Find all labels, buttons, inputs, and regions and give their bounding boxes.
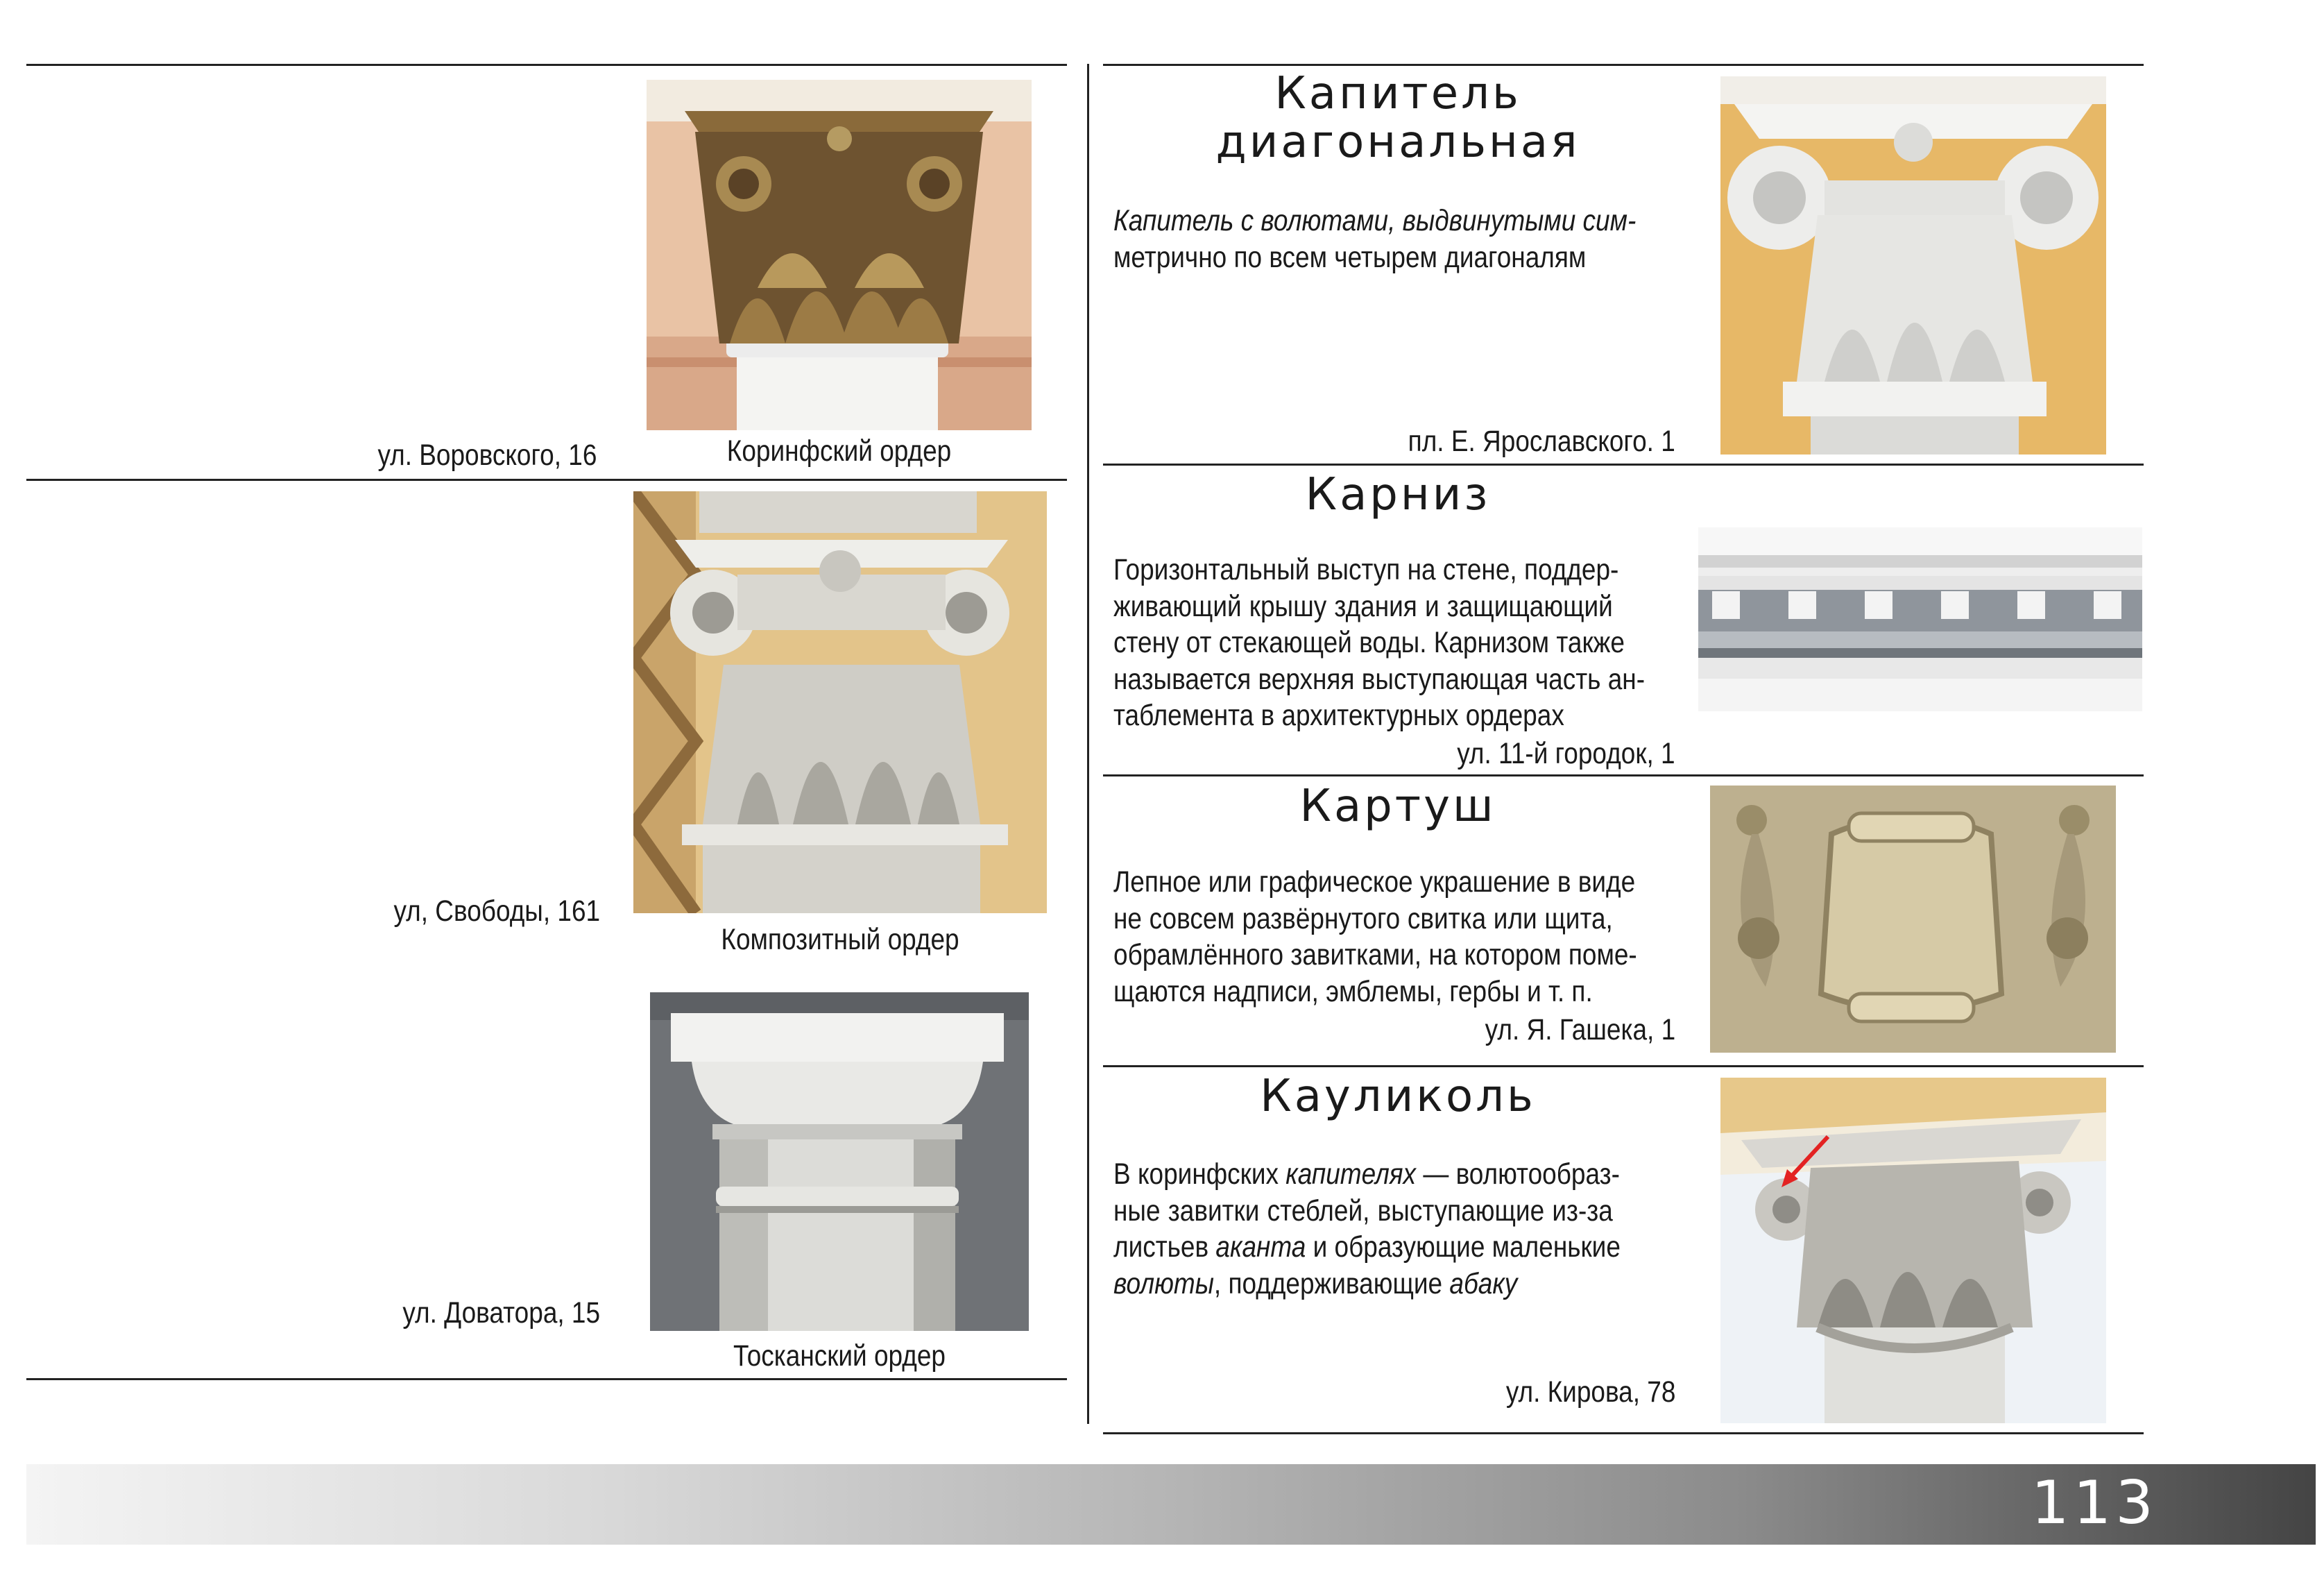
desc-caulicole-line: листьев аканта и образующие маленькие xyxy=(1113,1230,1621,1264)
desc-diagonal-line: Капитель с волютами, выдвинутыми сим- xyxy=(1113,204,1637,237)
desc-diagonal-capital xyxy=(1113,203,1637,275)
photo-caulicole xyxy=(1720,1078,2106,1423)
rule-left-bottom xyxy=(26,1378,1067,1380)
caption-composite-order: Композитный ордер xyxy=(721,923,959,956)
photo-corinthian-capital xyxy=(647,80,1032,430)
desc-cartouche-line: щаются надписи, эмблемы, гербы и т. п. xyxy=(1113,974,1593,1008)
desc-caulicole-line: В коринфских капителях — волютообраз- xyxy=(1113,1157,1620,1191)
address-cartouche: ул. Я. Гашека, 1 xyxy=(1485,1013,1675,1046)
address-corinthian: ул. Воровского, 16 xyxy=(377,439,597,472)
desc-cornice-line: живающий крышу здания и защищающий xyxy=(1113,589,1613,623)
address-composite: ул, Свободы, 161 xyxy=(393,894,600,928)
photo-cartouche xyxy=(1710,786,2116,1053)
address-tuscan: ул. Доватора, 15 xyxy=(402,1296,600,1330)
rule-right-bottom xyxy=(1103,1432,2144,1434)
title-diagonal-line2: диагональная xyxy=(1215,117,1580,168)
desc-cartouche-line: не совсем развёрнутого свитка или щита, xyxy=(1113,901,1613,935)
title-cornice: Карниз xyxy=(1305,469,1491,520)
page-number: 113 xyxy=(2031,1468,2158,1538)
desc-cartouche-line: обрамлённого завитками, на котором поме- xyxy=(1113,938,1637,971)
desc-caulicole-line: ные завитки стеблей, выступающие из-за xyxy=(1113,1194,1613,1228)
rule-left-top xyxy=(26,64,1067,66)
rule-vertical-divider xyxy=(1087,64,1089,1424)
desc-cornice-line: Горизонтальный выступ на стене, поддер- xyxy=(1113,553,1619,586)
photo-tuscan-capital xyxy=(650,992,1029,1331)
title-cartouche: Картуш xyxy=(1299,781,1496,832)
desc-cornice-line: таблемента в архитектурных ордерах xyxy=(1113,699,1564,732)
desc-cornice-line: стену от стекающей воды. Карнизом также xyxy=(1113,626,1625,659)
address-diagonal-capital: пл. Е. Ярославского. 1 xyxy=(1408,425,1675,458)
photo-composite-capital xyxy=(633,491,1047,913)
title-caulicole: Кауликоль xyxy=(1260,1071,1536,1122)
rule-right-4 xyxy=(1103,1065,2144,1067)
desc-caulicole xyxy=(1113,1156,1621,1302)
rule-right-top xyxy=(1103,64,2144,66)
photo-cornice xyxy=(1698,527,2142,711)
address-caulicole: ул. Кирова, 78 xyxy=(1505,1375,1675,1409)
rule-right-2 xyxy=(1103,464,2144,466)
rule-left-2 xyxy=(26,479,1067,481)
desc-cartouche xyxy=(1113,864,1637,1010)
desc-cartouche-line: Лепное или графическое украшение в виде xyxy=(1113,865,1636,899)
address-cornice: ул. 11-й городок, 1 xyxy=(1457,737,1675,770)
caption-corinthian-order: Коринфский ордер xyxy=(726,434,952,468)
desc-caulicole-line: волюты, поддерживающие абаку xyxy=(1113,1266,1518,1300)
title-diagonal-line1: Капитель xyxy=(1274,68,1521,119)
footer-gradient-bar xyxy=(26,1464,2316,1545)
desc-diagonal-line: метрично по всем четырем диагоналям xyxy=(1113,240,1587,274)
photo-diagonal-capital xyxy=(1720,76,2106,455)
rule-right-3 xyxy=(1103,774,2144,776)
caption-tuscan-order: Тосканский ордер xyxy=(733,1339,946,1373)
title-diagonal-capital xyxy=(1179,69,1616,167)
desc-cornice xyxy=(1113,552,1646,734)
desc-cornice-line: называется верхняя выступающая часть ан- xyxy=(1113,662,1646,696)
